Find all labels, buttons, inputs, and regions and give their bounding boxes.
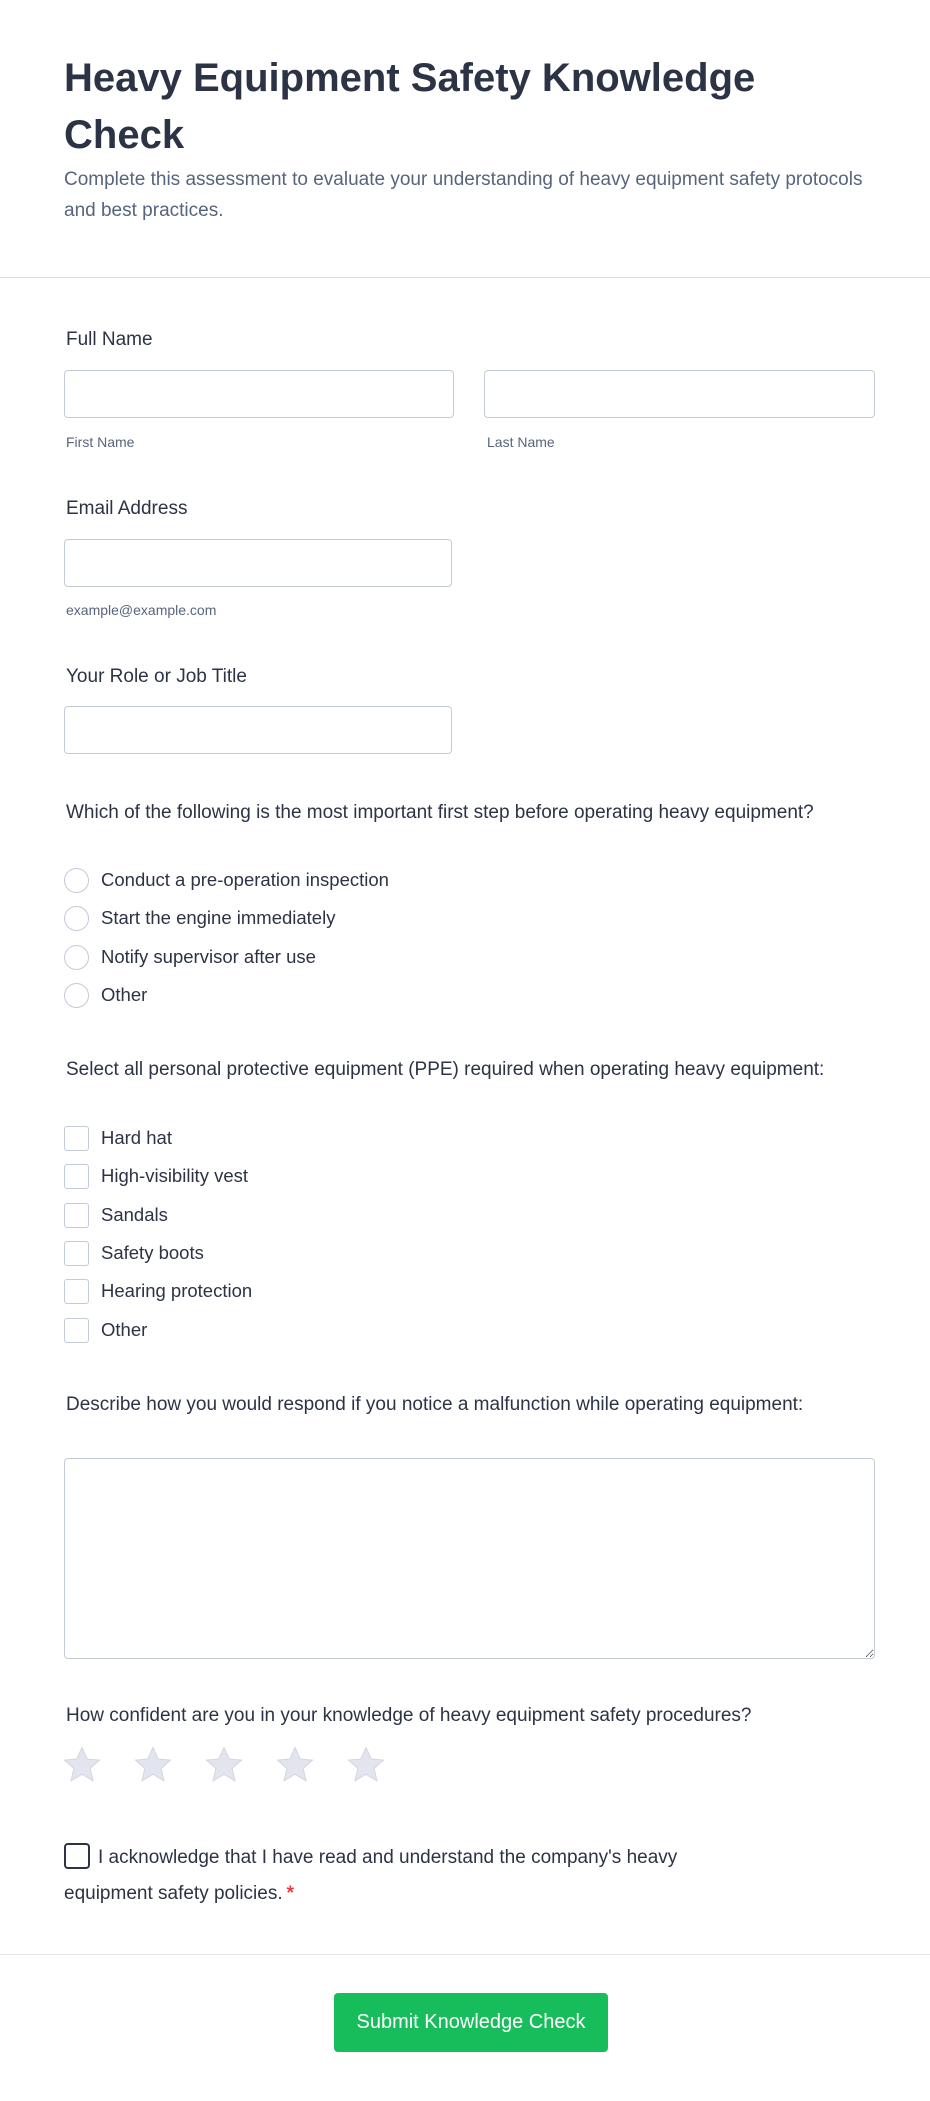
submit-button[interactable]: Submit Knowledge Check <box>334 1993 608 2052</box>
option-label: Start the engine immediately <box>101 907 336 928</box>
required-mark: * <box>286 1883 295 1904</box>
star-icon[interactable] <box>204 1745 244 1785</box>
checkbox[interactable] <box>64 1203 89 1228</box>
q1-option[interactable] <box>64 905 335 931</box>
email-sublabel: example@example.com <box>66 602 217 618</box>
acknowledgement <box>64 1840 764 1912</box>
star-rating[interactable] <box>62 1745 386 1785</box>
option-label: Hard hat <box>101 1127 172 1148</box>
footer-divider <box>0 1954 930 1955</box>
checkbox[interactable] <box>64 1279 89 1304</box>
option-label: Hearing protection <box>101 1280 253 1301</box>
acknowledge-label: I acknowledge that I have read and understand the company's heavy equipment safety policies. <box>64 1847 678 1904</box>
form-description: Complete this assessment to evaluate your understanding of heavy equipment safety protocols and best practices. <box>64 169 863 221</box>
checkbox[interactable] <box>64 1126 89 1151</box>
radio-button[interactable] <box>64 945 89 970</box>
star-icon[interactable] <box>62 1745 102 1785</box>
option-label: High-visibility vest <box>101 1165 249 1186</box>
full-name-label: Full Name <box>66 329 153 350</box>
q1-option[interactable] <box>64 982 147 1008</box>
radio-button[interactable] <box>64 906 89 931</box>
radio-button[interactable] <box>64 868 89 893</box>
option-label: Other <box>101 1319 148 1340</box>
checkbox[interactable] <box>64 1164 89 1189</box>
last-name-input[interactable] <box>484 370 875 418</box>
q2-option[interactable] <box>64 1202 168 1228</box>
last-name-sublabel: Last Name <box>487 434 555 450</box>
q1-option[interactable] <box>64 867 389 893</box>
q2-option[interactable] <box>64 1278 252 1304</box>
header-divider <box>0 277 930 278</box>
option-label: Notify supervisor after use <box>101 946 316 967</box>
form-title: Heavy Equipment Safety Knowledge Check <box>64 56 756 157</box>
email-label: Email Address <box>66 498 188 519</box>
q3-label: Describe how you would respond if you notice a malfunction while operating equipment: <box>66 1394 804 1415</box>
star-icon[interactable] <box>275 1745 315 1785</box>
option-label: Sandals <box>101 1204 168 1225</box>
option-label: Other <box>101 984 148 1005</box>
q2-option[interactable] <box>64 1163 248 1189</box>
option-label: Safety boots <box>101 1242 204 1263</box>
role-input[interactable] <box>64 706 452 754</box>
acknowledge-checkbox[interactable] <box>64 1843 90 1869</box>
q2-option[interactable] <box>64 1317 147 1343</box>
role-label: Your Role or Job Title <box>66 666 247 687</box>
q2-label: Select all personal protective equipment (PPE) required when operating heavy equipment: <box>66 1059 825 1080</box>
email-input[interactable] <box>64 539 452 587</box>
star-icon[interactable] <box>133 1745 173 1785</box>
q4-label: How confident are you in your knowledge of heavy equipment safety procedures? <box>66 1705 752 1726</box>
malfunction-response-textarea[interactable] <box>64 1458 875 1659</box>
checkbox[interactable] <box>64 1318 89 1343</box>
first-name-input[interactable] <box>64 370 454 418</box>
star-icon[interactable] <box>346 1745 386 1785</box>
checkbox[interactable] <box>64 1241 89 1266</box>
q1-option[interactable] <box>64 944 316 970</box>
q2-option[interactable] <box>64 1240 204 1266</box>
q2-option[interactable] <box>64 1125 172 1151</box>
option-label: Conduct a pre-operation inspection <box>101 869 389 890</box>
first-name-sublabel: First Name <box>66 434 135 450</box>
q1-label: Which of the following is the most important first step before operating heavy equipment? <box>66 802 814 823</box>
radio-button[interactable] <box>64 983 89 1008</box>
